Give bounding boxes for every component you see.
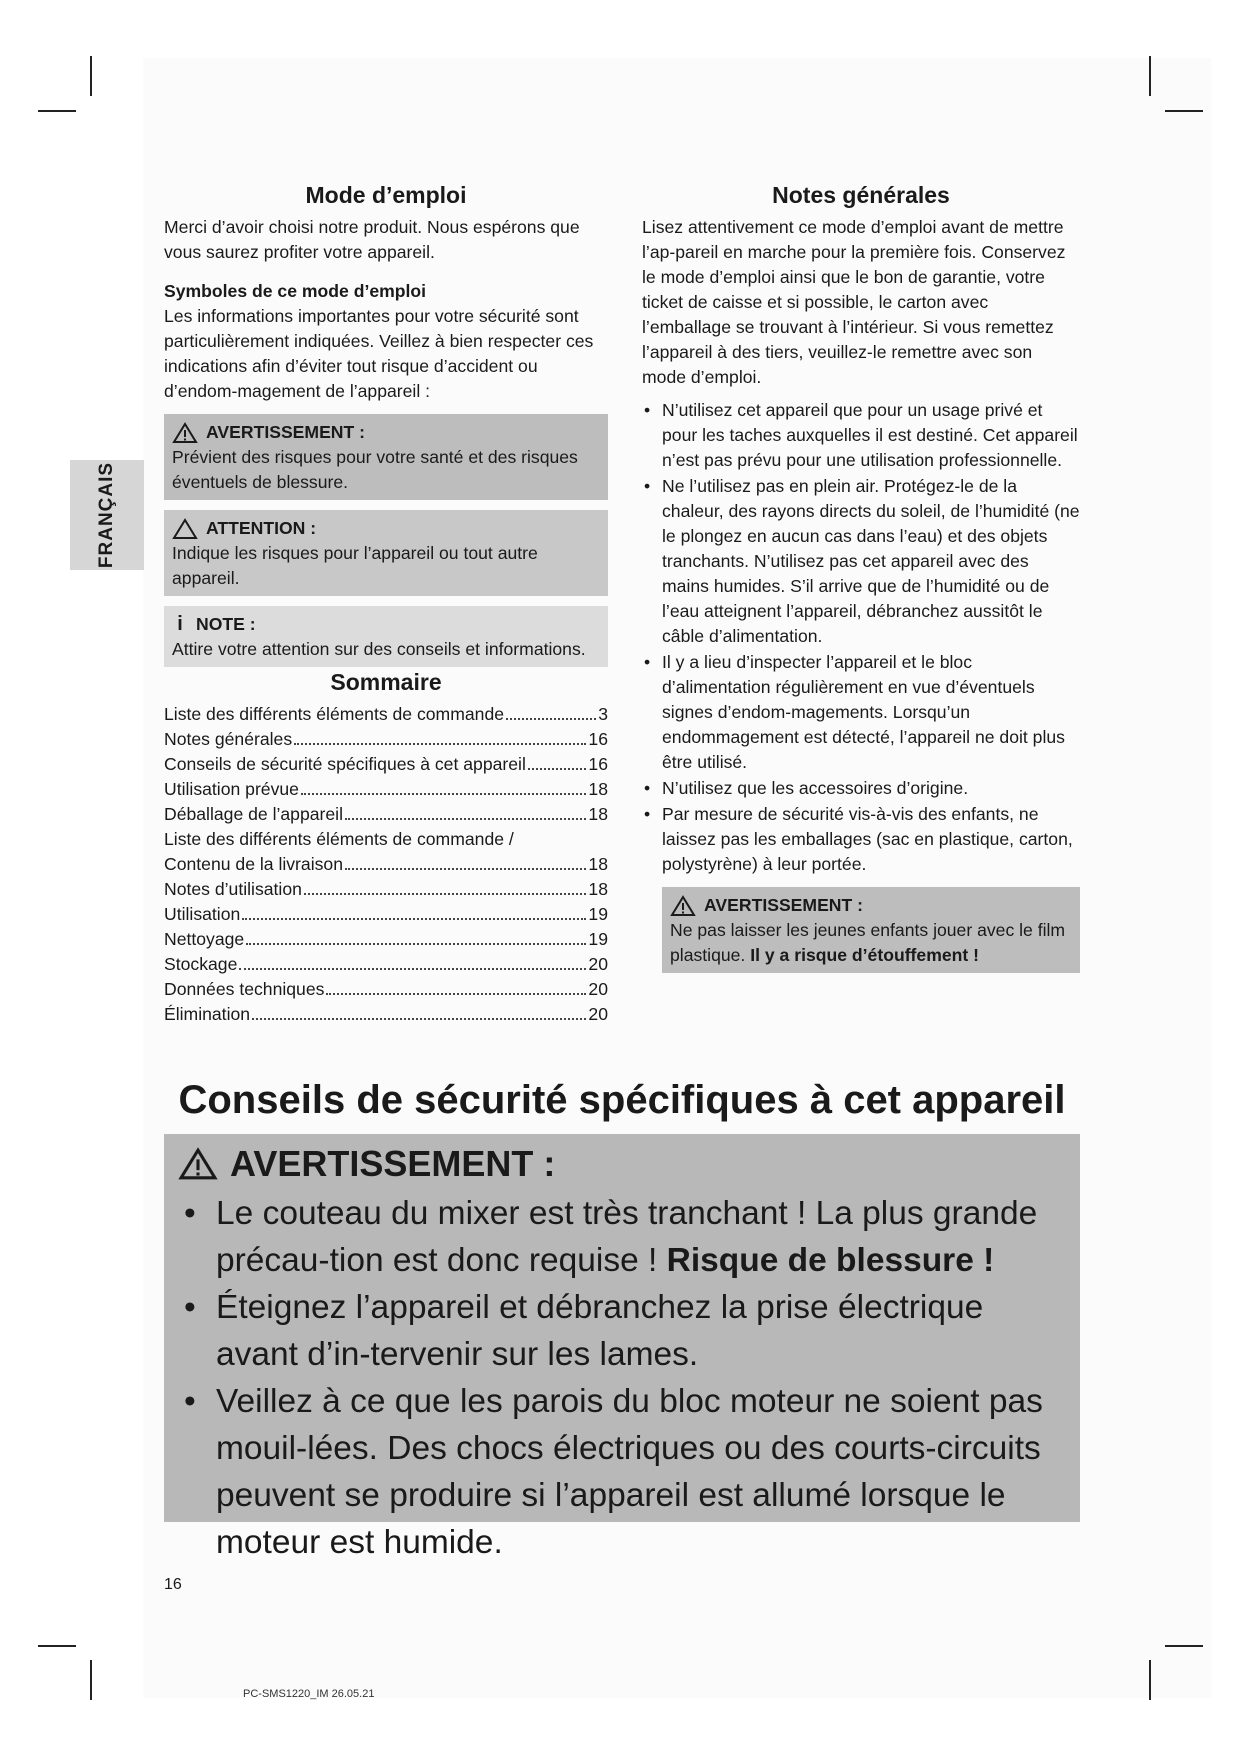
attention-box (164, 510, 608, 596)
toc-entry: Élimination 20 (164, 1004, 608, 1024)
warning-triangle-icon (172, 422, 198, 444)
list-item: • Éteignez l’appareil et débranchez la prise électrique avant d’in-tervenir sur les lames. (178, 1284, 1066, 1378)
info-icon: i (177, 613, 183, 635)
toc-entry: Utilisation 19 (164, 904, 608, 924)
note-text: Attire votre attention sur des conseils et informations. (172, 639, 586, 659)
table-of-contents (164, 702, 608, 1027)
symbols-heading: Symboles de ce mode d’emploi (164, 281, 427, 301)
toc-entry: Notes générales 16 (164, 729, 608, 749)
toc-entry: Liste des différents éléments de commande / (164, 829, 514, 849)
attention-text: Indique les risques pour l’appareil ou tout autre appareil. (172, 543, 538, 588)
warning-text: Prévient des risques pour votre santé et des risques éventuels de blessure. (172, 447, 578, 492)
warning-triangle-icon (670, 895, 696, 917)
warning-box (164, 414, 608, 500)
notes-generales-title: Notes générales (772, 182, 950, 208)
toc-entry: Déballage de l’appareil 18 (164, 804, 608, 824)
toc-entry: Utilisation prévue 18 (164, 779, 608, 799)
language-tab (70, 460, 144, 570)
mode-emploi-title: Mode d’emploi (305, 182, 467, 208)
children-warning-text: Ne pas laisser les jeunes enfants jouer avec le film plastique. Il y a risque d’étouffement ! (670, 920, 1066, 965)
warning-label: AVERTISSEMENT : (206, 422, 366, 442)
toc-entry: Données techniques 20 (164, 979, 608, 999)
warning-triangle-icon (178, 1147, 218, 1181)
crop-mark (1165, 1645, 1203, 1647)
left-column (164, 180, 608, 1027)
toc-entry: Conseils de sécurité spécifiques à cet appareil 16 (164, 754, 608, 774)
intro-text: Merci d’avoir choisi notre produit. Nous espérons que vous saurez profiter votre appareil. (164, 217, 580, 262)
symbols-text: Les informations importantes pour votre sécurité sont particulièrement indiquées. Veillez à bien respecter ces indications afin d’éviter tout risque d’accident ou d’endom-magement de l’appareil : (164, 306, 594, 401)
toc-title: Sommaire (330, 669, 442, 695)
children-warning-box (662, 887, 1080, 973)
toc-entry: Nettoyage 19 (164, 929, 608, 949)
crop-mark (90, 56, 92, 96)
footer-code: PC-SMS1220_IM 26.05.21 (243, 1688, 375, 1700)
toc-entry: Notes d’utilisation 18 (164, 879, 608, 899)
note-label: NOTE : (196, 614, 256, 634)
list-item: • Il y a lieu d’inspecter l’appareil et le bloc d’alimentation régulièrement en vue d’éventuels signes d’endom-magements. Lorsqu’un endommagement est détecté, l’appareil ne doit plus être utilisé. (642, 650, 1080, 775)
list-item: • Ne l’utilisez pas en plein air. Protégez-le de la chaleur, des rayons directs du soleil, de l’humidité (ne le plongez en aucun cas dans l’eau) et des objets tranchants. N’utilisez pas cet appareil avec des mains humides. S’il arrive que de l’humidité ou de l’eau atteignent l’appareil, débranchez aussitôt le câble d’alimentation. (642, 474, 1080, 649)
notes-intro: Lisez attentivement ce mode d’emploi avant de mettre l’ap-pareil en marche pour la première fois. Conservez le mode d’emploi ainsi que le bon de garantie, votre ticket de caisse et si possible, le carton avec l’emballage se trouvant à l’intérieur. Si vous remettez l’appareil à des tiers, veuillez-le remettre avec son mode d’emploi. (642, 217, 1066, 387)
crop-mark (1149, 56, 1151, 96)
crop-mark (90, 1660, 92, 1700)
attention-triangle-icon (172, 518, 198, 540)
attention-label: ATTENTION : (206, 518, 317, 538)
list-item: • N’utilisez cet appareil que pour un usage privé et pour les taches auxquelles il est destiné. Cet appareil n’est pas prévu pour une utilisation professionnelle. (642, 398, 1080, 473)
safety-title: Conseils de sécurité spécifiques à cet appareil (178, 1078, 1066, 1122)
page-number: 16 (164, 1576, 182, 1593)
list-item: • N’utilisez que les accessoires d’origine. (642, 776, 1080, 801)
right-column (642, 180, 1080, 973)
toc-entry: Stockage 20 (164, 954, 608, 974)
list-item: • Par mesure de sécurité vis-à-vis des enfants, ne laissez pas les emballages (sac en plastique, carton, polystyrène) à leur portée. (642, 802, 1080, 877)
safety-list (178, 1190, 1066, 1566)
crop-mark (1165, 110, 1203, 112)
safety-warning-box (164, 1134, 1080, 1561)
children-warning-label: AVERTISSEMENT : (704, 895, 864, 915)
notes-list (642, 398, 1080, 877)
crop-mark (38, 1645, 76, 1647)
list-item: • Le couteau du mixer est très tranchant ! La plus grande précau-tion est donc requise ! Risque de blessure ! (178, 1190, 1066, 1284)
crop-mark (38, 110, 76, 112)
safety-warning-label: AVERTISSEMENT : (230, 1143, 556, 1184)
toc-entry: Contenu de la livraison 18 (164, 854, 608, 874)
crop-mark (1149, 1660, 1151, 1700)
note-box (164, 606, 608, 667)
list-item: • Veillez à ce que les parois du bloc moteur ne soient pas mouil-lées. Des chocs électriques ou des courts-circuits peuvent se produire si l’appareil est allumé lorsque le moteur est humide. (178, 1378, 1066, 1566)
toc-entry: Liste des différents éléments de commande 3 (164, 704, 608, 724)
language-tab-label: FRANÇAIS (96, 461, 117, 569)
